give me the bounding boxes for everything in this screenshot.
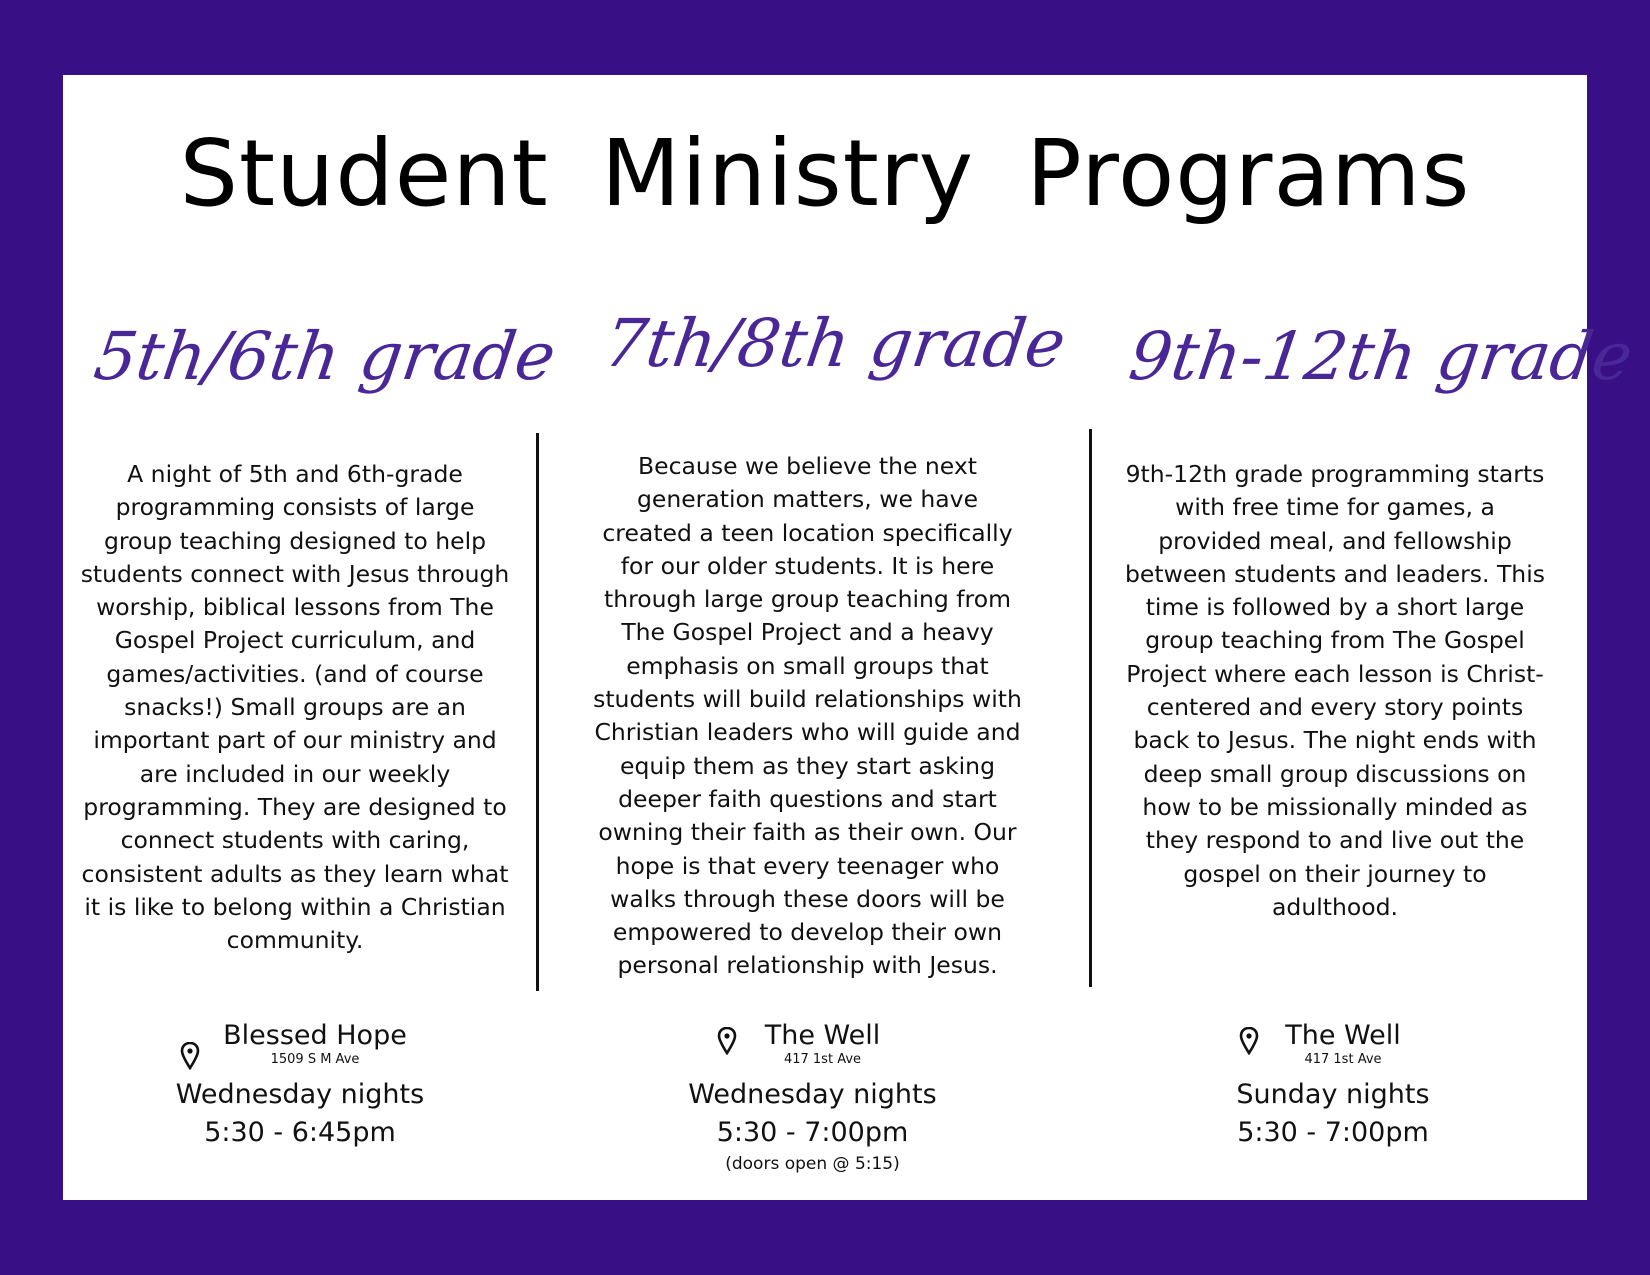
meeting-time: 5:30 - 6:45pm (204, 1117, 396, 1148)
location-address: 417 1st Ave (1304, 1052, 1382, 1067)
meeting-time: 5:30 - 7:00pm (1237, 1117, 1429, 1148)
meeting-day: Wednesday nights (175, 1079, 425, 1110)
meeting-day: Wednesday nights (688, 1079, 937, 1110)
location-name: Blessed Hope (223, 1020, 407, 1051)
location-address: 1509 S M Ave (270, 1052, 360, 1067)
meeting-time: 5:30 - 7:00pm (716, 1117, 909, 1148)
column-divider (536, 433, 539, 991)
location-name: The Well (764, 1020, 881, 1051)
grade-heading-9-12: 9th-12th grade (1124, 318, 1638, 395)
location-block-9-12 (1193, 1020, 1473, 1152)
column-divider (1089, 429, 1092, 987)
description-5-6: A night of 5th and 6th-grade programming consists of large group teaching designed to help students connect with Jesus through worship, biblical lessons from The Gospel Project curriculum, and games/activities. (and of course snacks!) Small groups are an important part of our ministry and are included in our weekly programming. They are designed to connect students with caring, consistent adults as they learn what it is like to belong within a Christian community. (80, 460, 510, 955)
description-9-12: 9th-12th grade programming starts with free time for games, a provided meal, and fellowship between students and leaders. This time is followed by a short large group teaching from The Gospel Project where each lesson is Christ-centered and every story points back to Jesus. The night ends with deep small group discussions on how to be missionally minded as they respond to and live out the gospel on their journey to adulthood. (1125, 460, 1545, 921)
description-7-8: Because we believe the next generation matters, we have created a teen location specifically for our older students. It is here through large group teaching from The Gospel Project and a heavy emphasis on small groups that students will build relationships with Christian leaders who will guide and equip them as they start asking deeper faith questions and start owning their faith as their own. Our hope is that every teenager who walks through these doors will be empowered to develop their own personal relationship with Jesus. (593, 452, 1022, 980)
doors-open-note: (doors open @ 5:15) (725, 1154, 900, 1174)
location-block-5-6 (160, 1020, 440, 1152)
grade-heading-5-6: 5th/6th grade (89, 318, 561, 395)
location-name: The Well (1285, 1020, 1401, 1051)
meeting-day: Sunday nights (1236, 1079, 1430, 1110)
location-address: 417 1st Ave (783, 1052, 862, 1067)
page-title: Student Ministry Programs (179, 120, 1471, 227)
location-block-7-8 (670, 1020, 955, 1176)
grade-heading-7-8: 7th/8th grade (599, 305, 1071, 382)
